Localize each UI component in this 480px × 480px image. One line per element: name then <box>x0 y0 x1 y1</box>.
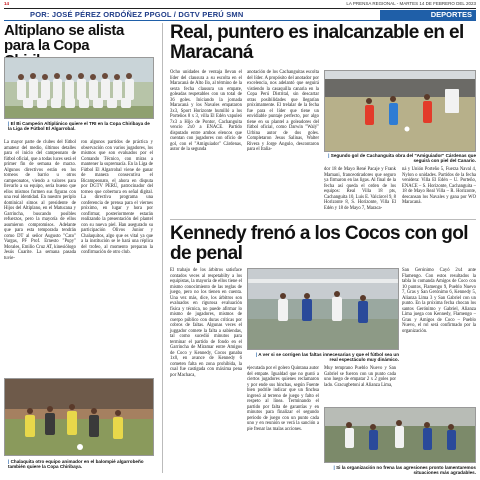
right-col-1: Ocho unidades de ventaja llevan el líder del clausura a su escolta en el Maracaná de Alto Ilo, al término de la sexta fecha clausura un empate, goleadas respetables con un total de 36 goles. Iniciando la jornada Maracaná y los Navales empataron 3x3, Sport Horizonte humilló a los Porteños 8 x 3, villa El Edén vapuleó 7x3 a Hijo de Pontor, Cachanguita vencio 2x0 a ENACE. Partido disputado entre ambos elencos que cuentan con jugadores con oficio de gol, con el "Amiguiador" Cárdenas, autor de la segunda <box>170 70 242 152</box>
bottom-headline: Kennedy frenó a los Cocos con gol de penal <box>170 223 468 264</box>
chalaquita-caption-text: Chalaquita otro equipo animador en el balompié algarrobeño también quiere la Copa Chiribaya. <box>8 459 144 470</box>
right-col-3: dor 18 de Mayo René Pacaje y Frank Mamani, franceotiradores que seguro ya firmaron en las ligas. Al final de la fecha así queda el orden de los equipos: Real Villa 18 pts, Cachanguita 10, Luis E. Valcárcel 9, 8 Horizonte 8, S. Horizonte, Villa El Edén y 18 de Mayo 7, Maraca- <box>324 167 396 211</box>
section-label: DEPORTES <box>380 10 476 20</box>
top-rule <box>4 8 476 9</box>
column-divider <box>162 23 163 473</box>
chalaquita-illustration <box>5 379 154 456</box>
left-photo-caption-text: El Bi Campeón Altiplánico quiere el TRI en la Copa Chiribaya de la Liga de Fútbol El Algarrobal. <box>8 121 150 132</box>
altiplano-photo <box>4 57 154 119</box>
right-headline: Real, puntero es inalcanzable en el Maracaná <box>170 22 464 63</box>
bottom-col-2: ejecutada por el golero Quintana autor del empate. Igualdad que no gustó a ciertos jugadores quienes reclamaron y por ende sus hinchas, según Fuente bien podrile indicar que un finchsa ingresó al terreno de juego y falto el respeto al línea. Terminando el partido por falta de garantías y en minutos para finalizar el segundo periodo de juego con un punto cada uno y en reunión se verá la sanción a pie frenar las malas acciones. <box>247 366 319 432</box>
kennedy-photo <box>247 268 399 350</box>
date-line: LA PRENSA REGIONAL - MARTES 14 DE FEBRERO DEL 2023 <box>346 1 476 6</box>
bottom-col-1: El trabajo de los árbitros satisface contados veces al respetabilty a los equipistas, la mayoría de ellos tiene el mismo conocimiento de las reglas de juego, pero no los tienen en cuenta. Una vez más, dice, los árbitros son evaluados en rigurosa evaluación física y técnica, no puede afirmar lo mismo de jugadores, mismos de cuerpo público con duras críticas por cobros de faltas. Algunas veces el juggador comete la falta a sabiendas, tal como sucedió minutos para terminar el partido de fondo en el Garrincha de Miramar entre Amigos de Coco y Kennedy, Cocos ganaba 1x0, en avance de Kennedy 6 cometen falta en zona prohibida, la cual fue castigada con máxima pena por Machaca, <box>170 268 242 378</box>
left-col-1: La mayor parte de clubes del fútbol amateur del medio, últimos detalles para el inicio del campeonato de fútbol oficial, que a todas luces será el primer fin de semana de marzo. Algunos directivos están en los torneos de barrio u otros campeonatos, viendo a valores para llevarlo a su equipo, sería bueno que ellos mismos formen sus figuras con una real identidad. En nuestro periplo dominical simos al presidente de Hijos del Altiplano, en el Matucana y Garrincha, buscando posibles refuerzos, pero la mayoría de ellos asumieron compromisos. Adelante que para esta temporada tendrán como DT al señor Augusto "Cato" Vargas, PF Prof. Ernesto "Pupy" Morales, Emilio Cruz AT, kinesiólogo Jesús Cuarite. La semana pasada tuvie- <box>4 140 76 261</box>
page-topline <box>0 0 480 8</box>
aggression-caption-text: Si la organización no frena las agresiones pronto lamentaremos situaciones más agradables. <box>336 465 476 476</box>
left-photo-caption: | El Bi Campeón Altiplánico quiere el TRI en la Copa Chiribaya de la Liga de Fútbol El Algarrobal. <box>8 121 150 132</box>
page-number: 14 <box>4 1 10 6</box>
kennedy-illustration <box>248 269 399 350</box>
section-rule <box>4 20 476 21</box>
byline: POR: JOSÉ PÉREZ ORDÓÑEZ PPGOL / DGTV PERÚ SMN <box>30 10 244 19</box>
left-headline: Altiplano se alista para la Copa <box>4 22 124 54</box>
team-photo-illustration <box>5 58 154 119</box>
bottom-col-3: Muy temprano Pueblo Nuevo y San Gabriel se fueron con un punto cada uno luego de empatar 2 x 2 goles por lado. Gracugbetoni al Alianza Lima, <box>324 366 396 388</box>
right-col-2: anotación de los Cachanguitas escolta del líder. A propósito del anotador por excelencia, nos adelantó que seguirá vistiendo la casaquilla canaria en la Copa Perú Distrital, sin descartar otras posibilidades que llegarían próximamente. El trelalar de la fecha fue para el líder que tiene un envidiable puntaje perfecto, por algo tiene en su plantel a goleadores del fútbol oficial, como Darwin "Walý" Urbina autor de dos goles. Completaron Jesus Salinas, Walter Rivera y Jorge Angulo, descontaron para el Italia- <box>247 70 319 152</box>
aggression-caption: | Si la organización no frena las agresiones pronto lamentaremos situaciones más agradables. <box>333 465 476 476</box>
left-col-2: ron algunos partidos de práctica y observación con varios jugadores, los mismos que son evaluados por el Comando Técnico, con miras a mantener la supremacía. En la Liga de Fútbol El Algarrobal viene de ganar de manera consecutiva el Bicampeonato, el ahora en disputa por DGTV PERÚ, patrocinador del torneo que cobertura en señal digital. La directiva programa una conferencia de prensa para el viernes próximo, en lugar y hora por confirmar, posteriormente estarán realizando la presentación del plantel con su nueva piel. Han asegurado su participación Olivos Junior y Chalaquitos, algo que es vital ya que a la institución se le hará una réplica del trofeo, al momento preparan la confirmación de otro club. <box>81 140 153 255</box>
aggression-photo <box>324 407 476 463</box>
kennedy-caption: | A ver si se corrigen las faltas innecesarias y que el fútbol sea un real espectáculo muy dinámico. <box>255 352 399 363</box>
maracana-photo <box>324 70 476 152</box>
maracana-caption-text: Segundo gol de Cachanguita obra del "Amiguiador" Cárdenas que seguirá con piel del Canario. <box>330 153 476 164</box>
chalaquita-caption: | Chalaquita otro equipo animador en el balompié algarrobeño también quiere la Copa Chiribaya. <box>8 459 144 470</box>
aggression-illustration <box>325 408 476 463</box>
chalaquita-photo <box>4 378 154 456</box>
maracana-illustration <box>325 71 476 152</box>
bottom-col-4: San Gerónimo Cayó 2x4 ante Flamengo. Con estos resultados la tabla lo comanda Amigos de Coco con 10 puntos, Flamengo 9, Pueblo Nuevo 7, Gras y San Gerónimo 6, Kennedy 5, Alianza Lima 3 y San Gabriel con un punto. En la próxima fecha chocan los santos Gerónimo y Gabriel, Alianza Lima juega con Kennedy, Flamengo – Grau y Amigos de Coco – Pueblo Nuevo, el rol será confirmado por la organización. <box>402 268 476 334</box>
right-col-4: ná y Unión Porteño 5, Fuerza Naval 4, Nylon o unidades. Partidos de la fecha venidera: Villa El Edén – U. Porteño, ENACE – S. Horizonte, Cachanguita – 18 de Mayo Real Villa – R. Horizonte, descansan los Navales y gana por WO Maracaná. <box>402 167 476 205</box>
maracana-caption: | Segundo gol de Cachanguita obra del "Amiguiador" Cárdenas que seguirá con piel del Canario. <box>328 153 476 164</box>
horizontal-divider <box>170 219 476 220</box>
kennedy-caption-text: A ver si se corrigen las faltas innecesarias y que el fútbol sea un real espectáculo muy dinámico. <box>258 352 399 363</box>
